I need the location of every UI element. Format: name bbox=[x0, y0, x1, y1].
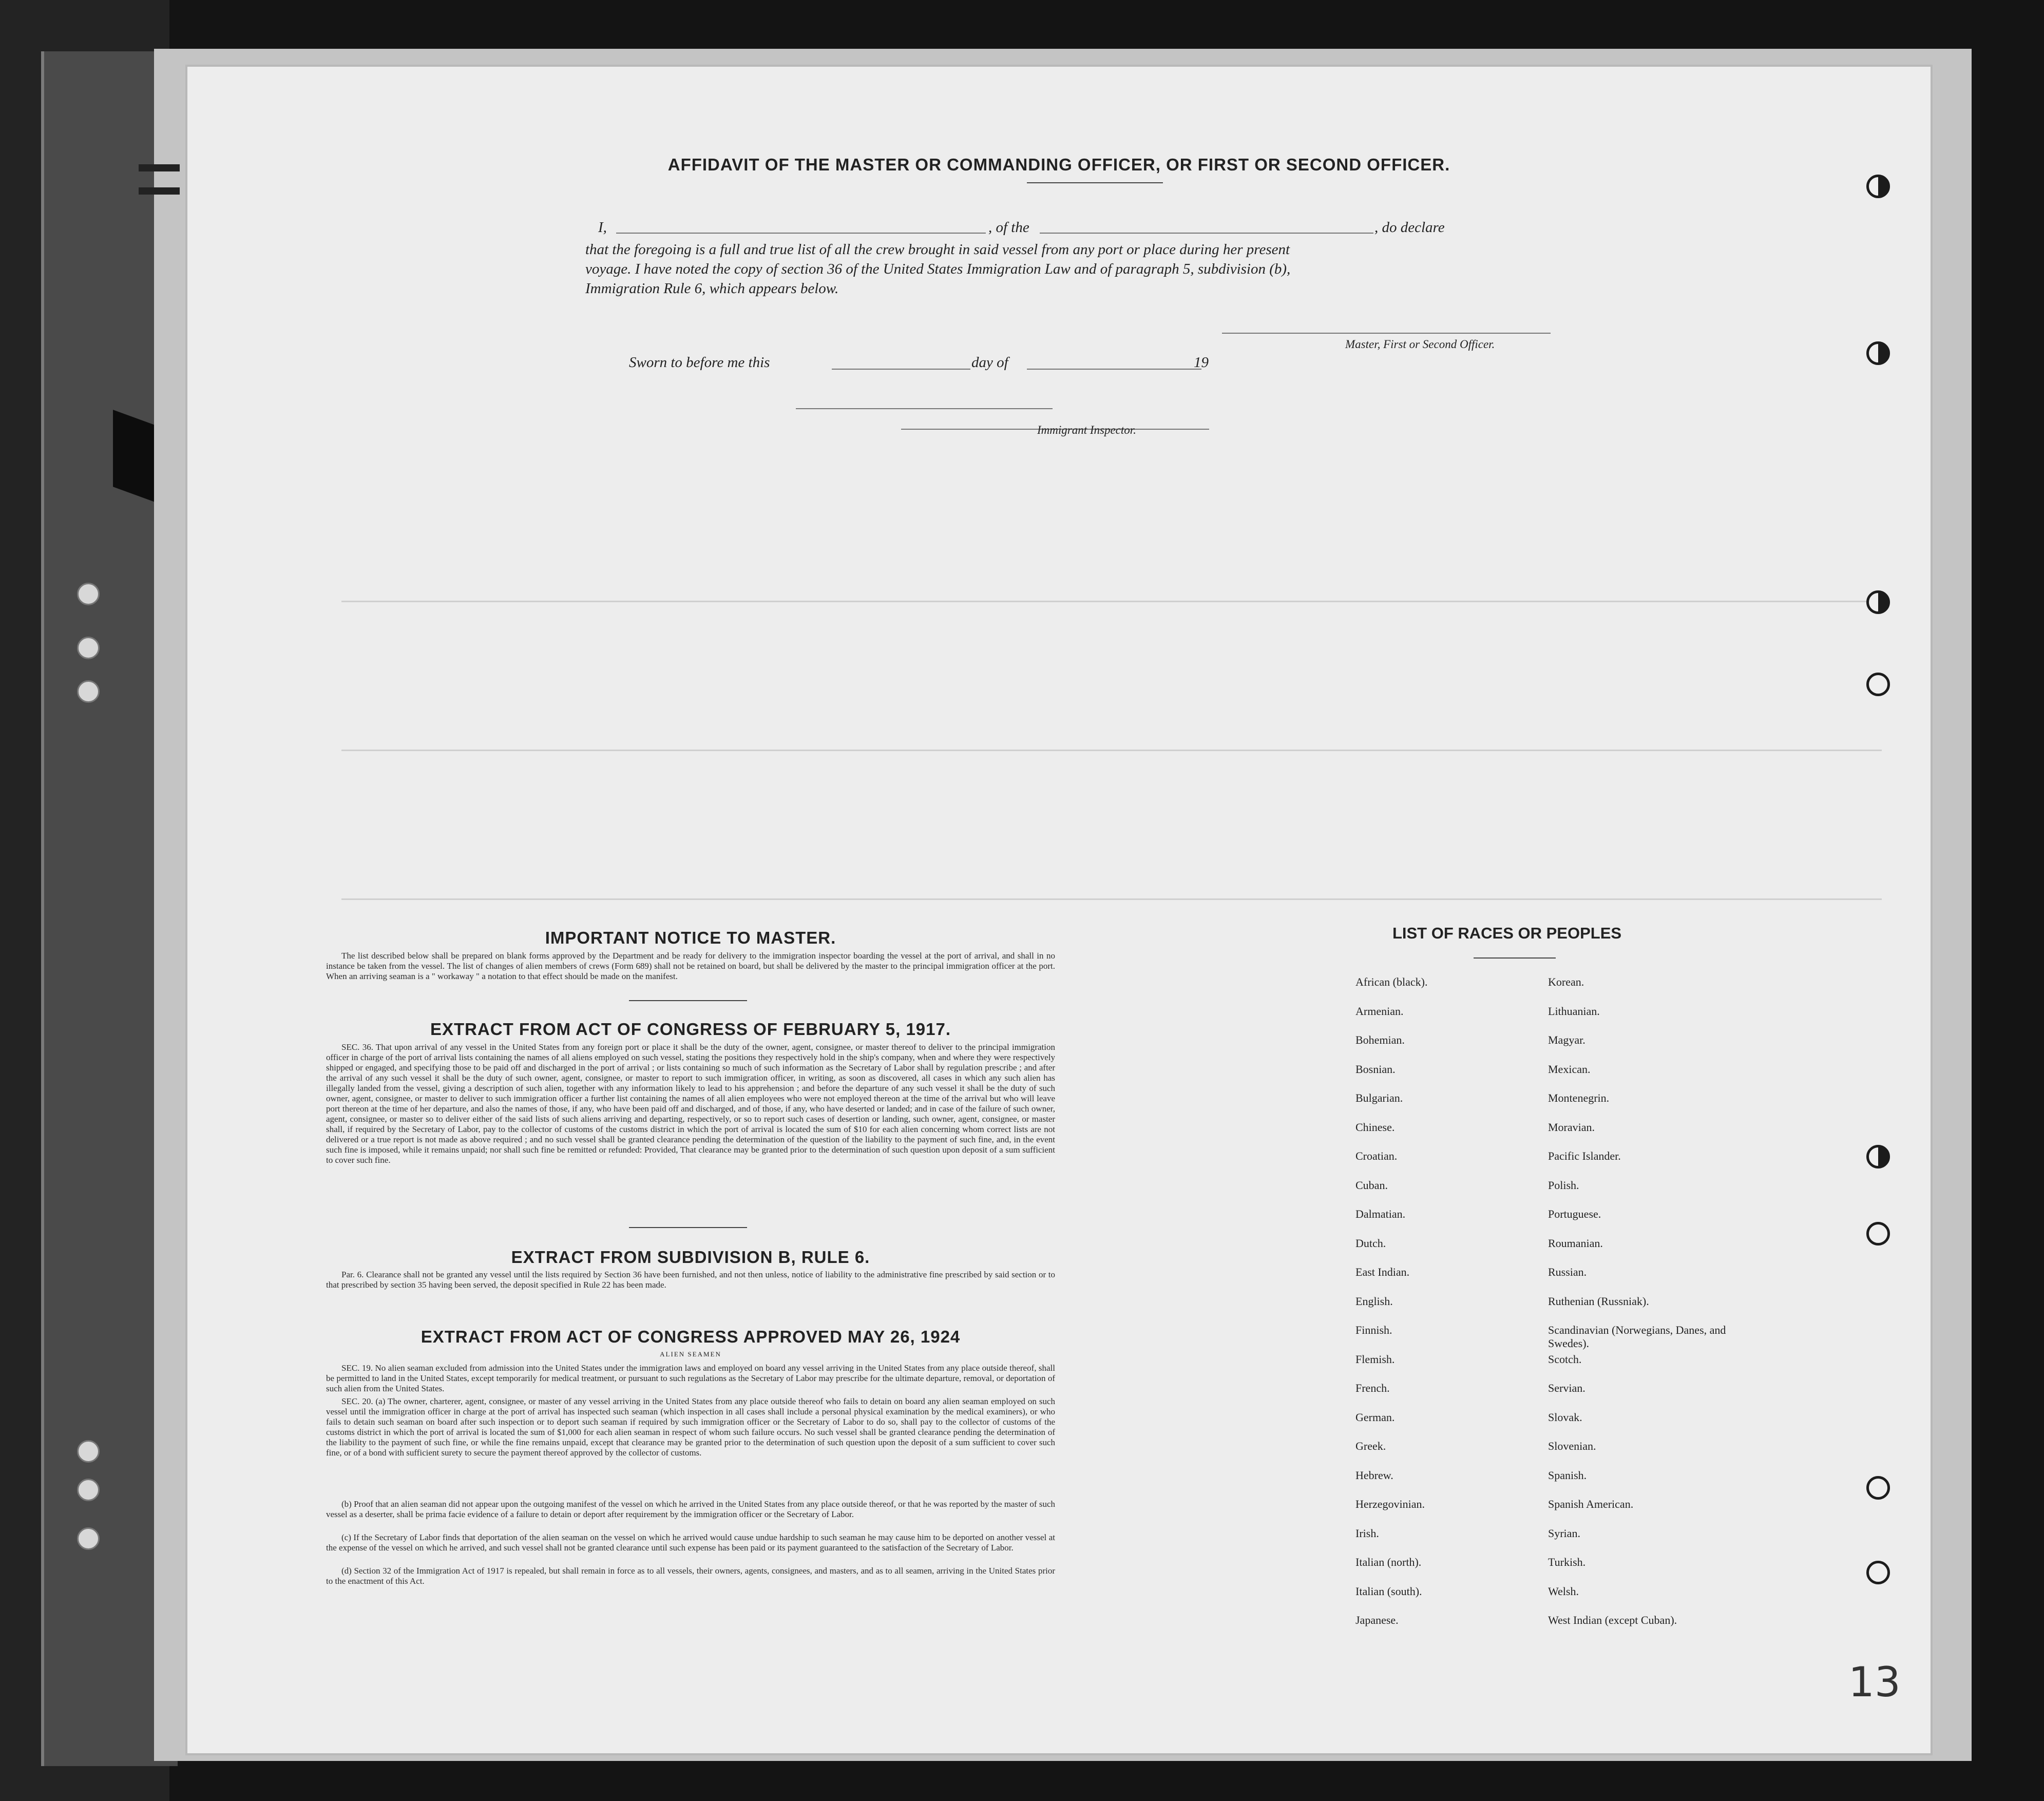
race-item: Ruthenian (Russniak). bbox=[1548, 1294, 1649, 1308]
section-rule bbox=[629, 1000, 747, 1001]
sworn-text: Sworn to before me this bbox=[629, 354, 770, 371]
race-item: Slovak. bbox=[1548, 1410, 1582, 1424]
race-item: Croatian. bbox=[1355, 1149, 1398, 1162]
race-item: Russian. bbox=[1548, 1266, 1587, 1278]
manifest-page bbox=[187, 67, 1931, 1753]
race-item: Herzegovinian. bbox=[1355, 1498, 1425, 1510]
extract-1924-heading: EXTRACT FROM ACT OF CONGRESS APPROVED MAY 26, 1924 bbox=[421, 1327, 961, 1346]
page-number: 13 bbox=[1848, 1658, 1901, 1706]
punch-hole bbox=[1866, 673, 1890, 696]
race-item: Japanese. bbox=[1355, 1614, 1399, 1626]
inspector-rule bbox=[796, 408, 1053, 409]
race-item: Pacific Islander. bbox=[1548, 1149, 1621, 1162]
race-item: Welsh. bbox=[1548, 1584, 1579, 1598]
inspector-caption: Immigrant Inspector. bbox=[1037, 424, 1136, 436]
master-caption: Master, First or Second Officer. bbox=[1345, 338, 1495, 351]
section-rule bbox=[629, 1227, 747, 1228]
extract-1924-sec20d: (d) Section 32 of the Immigration Act of 1917 is repealed, but shall remain in force as to all vessels, their owners, agents, consignees, and masters, and as to all seamen, arriving in the United States prior to the enactment of this Act. bbox=[326, 1566, 1055, 1586]
race-item: Irish. bbox=[1355, 1526, 1379, 1540]
declaration-line-4: Immigration Rule 6, which appears below. bbox=[585, 280, 839, 297]
race-item: Lithuanian. bbox=[1548, 1004, 1600, 1018]
binding-hole bbox=[77, 583, 100, 605]
race-item: Flemish. bbox=[1355, 1352, 1395, 1366]
race-item: Chinese. bbox=[1355, 1120, 1395, 1134]
declaration-line-3: voyage. I have noted the copy of section 36 of the United States Immigration Law and of paragraph 5, subdivision (b), bbox=[585, 261, 1291, 277]
binding-hole bbox=[77, 1479, 100, 1501]
race-item: East Indian. bbox=[1355, 1266, 1410, 1278]
declaration-of-the: , of the bbox=[988, 219, 1029, 236]
year-prefix: 19 bbox=[1194, 354, 1209, 371]
declaration-do-declare: , do declare bbox=[1374, 219, 1445, 236]
margin-mark bbox=[139, 187, 180, 195]
race-item: Bulgarian. bbox=[1355, 1091, 1403, 1104]
binding-hole bbox=[77, 637, 100, 659]
race-item: Finnish. bbox=[1355, 1324, 1392, 1336]
race-item: Scandinavian (Norwegians, Danes, and Swedes). bbox=[1548, 1324, 1726, 1350]
race-item: Montenegrin. bbox=[1548, 1091, 1610, 1104]
punch-hole bbox=[1866, 1561, 1890, 1584]
race-item: Korean. bbox=[1548, 975, 1584, 988]
extract-1924-sec19: SEC. 19. No alien seaman excluded from admission into the United States under the immigration laws and employed on board any vessel arriving in the United States from any place outside thereof, shall be permitted to land in the United States, except temporarily for medical treatment, or pursuant to such regulations as the Secretary of Labor may prescribe for the ultimate departure, removal, or deportation of such alien from the United States. bbox=[326, 1363, 1055, 1393]
bleed-through-line bbox=[341, 601, 1882, 602]
punch-hole bbox=[1866, 175, 1890, 198]
race-item: Hebrew. bbox=[1355, 1468, 1393, 1482]
race-item: French. bbox=[1355, 1382, 1390, 1394]
notice-body: The list described below shall be prepared on blank forms approved by the Department and be ready for delivery to the immigration inspector boarding the vessel at the port of arrival, and shall in no instance be taken from the vessel. The list of changes of alien members of crews (Form 689) shall not be retained on board, but shall be delivered by the master to the principal immigration officer at the port. When an arriving seaman is a " workaway " a notation to that effect should be made on the manifest. bbox=[326, 951, 1055, 981]
master-signature-line bbox=[1222, 333, 1551, 334]
race-item: Syrian. bbox=[1548, 1526, 1580, 1540]
extract-1924-sec20a: SEC. 20. (a) The owner, charterer, agent, consignee, or master of any vessel arriving in the United States from any place outside thereof who fails to detain on board any alien seaman employed on such vessel until the immigration officer in charge at the port of arrival has inspected such seaman (which inspection in all cases shall include a personal physical examination by the medical examiners), or who fails to detain such seaman on board after such inspection or to deport such seaman if required by such immigration officer or the Secretary of Labor to do so, shall pay to the collector of customs of the customs district in which the port of arrival is located the sum of $1,000 for each alien seaman in respect of whom such failure occurs. No such vessel shall be granted clearance pending the determination of the liability to the payment of such fine, or while the fine remains unpaid, except that clearance may be granted prior to the determination of such question upon the deposit of a sum sufficient to cover such fine, or of a bond with sufficient surety to secure the payment thereof approved by the collector of customs. bbox=[326, 1396, 1055, 1458]
title-rule bbox=[1027, 182, 1163, 183]
race-item: Turkish. bbox=[1548, 1556, 1586, 1568]
race-item: West Indian (except Cuban). bbox=[1548, 1614, 1677, 1626]
race-item: Italian (north). bbox=[1355, 1556, 1422, 1568]
race-item: Dalmatian. bbox=[1355, 1208, 1406, 1220]
punch-hole bbox=[1866, 590, 1890, 614]
vessel-blank bbox=[1040, 233, 1373, 234]
month-blank bbox=[1027, 369, 1201, 370]
races-rule bbox=[1474, 957, 1556, 959]
notice-heading: IMPORTANT NOTICE TO MASTER. bbox=[545, 928, 836, 947]
extract-1924-subheading: ALIEN SEAMEN bbox=[660, 1350, 721, 1358]
race-item: German. bbox=[1355, 1410, 1395, 1424]
punch-hole bbox=[1866, 341, 1890, 365]
margin-mark bbox=[139, 164, 180, 171]
punch-hole bbox=[1866, 1145, 1890, 1168]
races-heading: LIST OF RACES OR PEOPLES bbox=[1392, 924, 1622, 942]
race-item: Polish. bbox=[1548, 1178, 1579, 1192]
declaration-i: I, bbox=[598, 219, 607, 236]
affidavit-title: AFFIDAVIT OF THE MASTER OR COMMANDING OFFICER, OR FIRST OR SECOND OFFICER. bbox=[667, 155, 1450, 174]
race-item: Spanish. bbox=[1548, 1468, 1587, 1482]
declaration-line-2: that the foregoing is a full and true list of all the crew brought in said vessel from any port or place during her present bbox=[585, 241, 1290, 258]
extract-1917-body: SEC. 36. That upon arrival of any vessel in the United States from any foreign port or place it shall be the duty of the owner, agent, consignee, or master thereof to deliver to the principal immigration officer in charge of the port of arrival lists containing the names of all aliens employed on such vessel, stating the positions they respectively hold in the ship's company, when and where they were respectively shipped or engaged, and specifying those to be paid off and discharged in the port of arrival ; or lists containing so much of such information as the Secretary of Labor shall by regulation prescribe ; and after the arrival of any such vessel it shall be the duty of such owner, agent, consignee, or master to report to such immigration officer, in writing, as soon as discovered, all cases in which any such alien has illegally landed from the vessel, giving a description of such alien, together with any information likely to lead to his apprehension ; and before the departure of any such vessel it shall be the duty of such owner, agent, consignee, or master to deliver to such immigration officer a further list containing the names of all alien employees who were not employed thereon at the time of the arrival but who will leave port thereon at the time of her departure, and also the names of those, if any, who have been paid off and discharged, and of those, if any, who have deserted or landed; and in case of the failure of such owner, agent, consignee, or master so to deliver either of the said lists of such aliens arriving and departing, respectively, or so to report such cases of desertion or landing, such owner, agent, consignee, or master shall, if required by the Secretary of Labor, pay to the collector of customs of the customs district in which the port of arrival is located the sum of $10 for each alien concerning whom correct lists are not delivered or a true report is not made as above required ; and no such vessel shall be granted clearance pending the determination of the question of the liability to the payment of such fine, and, in the event such fine is imposed, while it remains unpaid; nor shall such fine be remitted or refunded: Provided, That clearance may be granted prior to the determination of such question upon deposit of a sum sufficient to cover such fine. bbox=[326, 1042, 1055, 1165]
race-item: Dutch. bbox=[1355, 1236, 1386, 1250]
extract-1924-sec20b: (b) Proof that an alien seaman did not appear upon the outgoing manifest of the vessel on which he arrived in the United States from any place outside thereof, or that he was reported by the master of such vessel as a deserter, shall be prima facie evidence of a failure to detain or deport after requirement by the immigration officer or the Secretary of Labor. bbox=[326, 1499, 1055, 1519]
day-blank bbox=[832, 369, 970, 370]
race-item: English. bbox=[1355, 1294, 1393, 1308]
race-item: Italian (south). bbox=[1355, 1584, 1422, 1598]
extract-rule6-body: Par. 6. Clearance shall not be granted any vessel until the lists required by Section 36 have been furnished, and not then unless, notice of liability to the administrative fine prescribed by said section or to that prescribed by section 35 having been served, the deposit specified in Rule 22 has been made. bbox=[326, 1270, 1055, 1290]
punch-hole bbox=[1866, 1476, 1890, 1500]
race-item: Moravian. bbox=[1548, 1120, 1595, 1134]
name-blank bbox=[616, 233, 986, 234]
binding-strip bbox=[0, 0, 169, 1801]
binding-hole bbox=[77, 1440, 100, 1463]
race-item: Spanish American. bbox=[1548, 1498, 1634, 1510]
race-item: African (black). bbox=[1355, 975, 1428, 988]
race-item: Bohemian. bbox=[1355, 1033, 1405, 1046]
bleed-through-line bbox=[341, 898, 1882, 900]
extract-1924-sec20c: (c) If the Secretary of Labor finds that deportation of the alien seaman on the vessel on which he arrived would cause undue hardship to such seaman he may cause him to be deported on another vessel at the expense of the vessel on which he arrived, and such vessel shall not be granted clearance until such expense has been paid or its payment guaranteed to the satisfaction of the Secretary of Labor. bbox=[326, 1532, 1055, 1553]
race-item: Servian. bbox=[1548, 1382, 1585, 1394]
race-item: Bosnian. bbox=[1355, 1062, 1396, 1076]
race-item: Slovenian. bbox=[1548, 1440, 1596, 1452]
race-item: Armenian. bbox=[1355, 1004, 1404, 1018]
binding-hole bbox=[77, 1527, 100, 1550]
race-item: Mexican. bbox=[1548, 1062, 1591, 1076]
bleed-through-line bbox=[341, 750, 1882, 751]
race-item: Cuban. bbox=[1355, 1178, 1388, 1192]
binding-hole bbox=[77, 680, 100, 703]
extract-rule6-heading: EXTRACT FROM SUBDIVISION B, RULE 6. bbox=[511, 1248, 870, 1267]
race-item: Scotch. bbox=[1548, 1352, 1582, 1366]
race-item: Portuguese. bbox=[1548, 1208, 1601, 1220]
punch-hole bbox=[1866, 1222, 1890, 1246]
day-of-text: day of bbox=[971, 354, 1008, 371]
extract-1917-heading: EXTRACT FROM ACT OF CONGRESS OF FEBRUARY 5, 1917. bbox=[430, 1020, 951, 1039]
race-item: Magyar. bbox=[1548, 1033, 1585, 1046]
race-item: Greek. bbox=[1355, 1440, 1386, 1452]
race-item: Roumanian. bbox=[1548, 1236, 1603, 1250]
